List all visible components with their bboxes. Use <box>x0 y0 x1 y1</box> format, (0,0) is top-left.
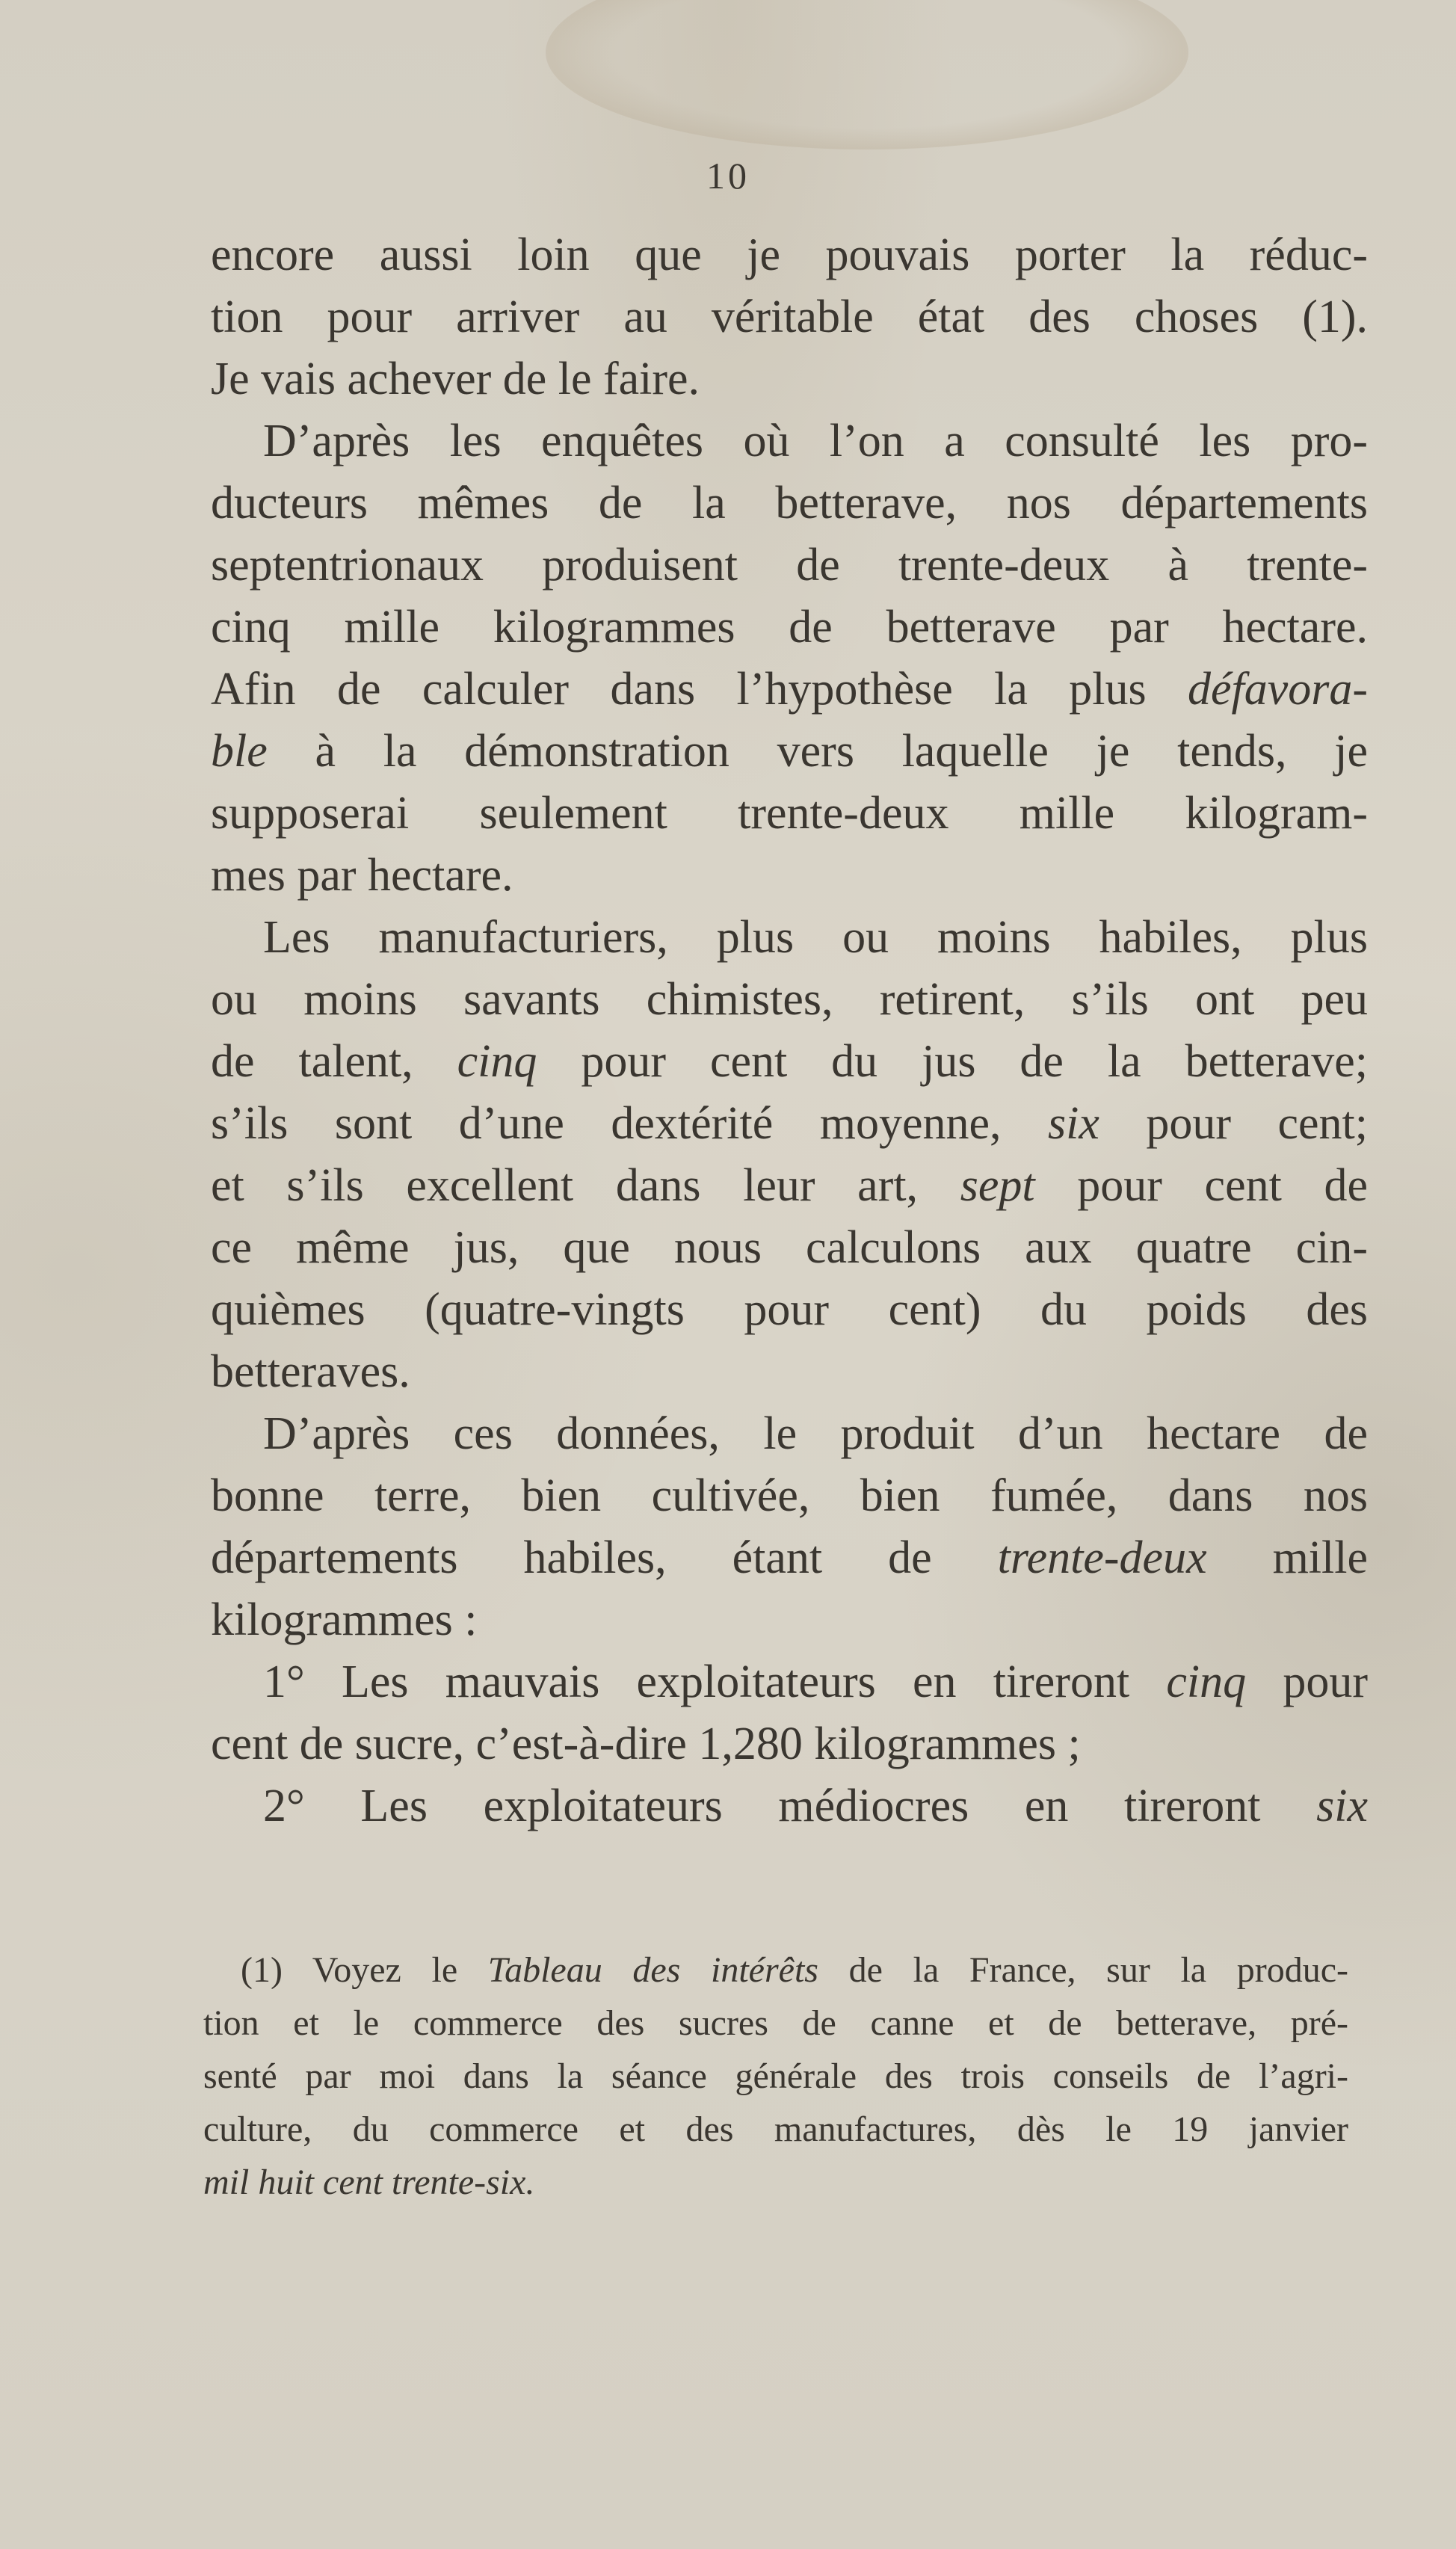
text-line: ou moins savants chimistes, retirent, s’ils ont peu <box>211 974 1368 1025</box>
body-text <box>211 224 1368 1837</box>
italic-text: mil huit cent trente-six. <box>203 2163 535 2202</box>
text-segment: de talent, <box>211 1036 413 1087</box>
text-line: D’après les enquêtes où l’on a consulté les pro- <box>263 416 1368 466</box>
text-line <box>211 1093 1368 1155</box>
page-number: 10 <box>706 155 750 197</box>
text-line: cinq mille kilogrammes de betterave par hectare. <box>211 602 1368 653</box>
text-line: supposerai seulement trente-deux mille kilogram- <box>211 788 1368 839</box>
text-segment: pour cent de <box>1077 1160 1368 1211</box>
text-line <box>211 721 1368 783</box>
text-line: Je vais achever de le faire. <box>211 354 700 404</box>
text-line: Les manufacturiers, plus ou moins habiles, plus <box>263 912 1368 963</box>
paragraph-4 <box>211 1403 1368 1651</box>
footnote-line <box>203 2156 1348 2209</box>
italic-text: six <box>1048 1098 1099 1149</box>
italic-text: Tableau des intérêts <box>487 1950 818 1990</box>
text-line <box>211 1031 1368 1093</box>
paragraph-2 <box>211 410 1368 907</box>
italic-text: cinq <box>457 1036 537 1087</box>
text-segment: à la démonstration vers laquelle je tends, je <box>315 726 1368 777</box>
text-line: D’après ces données, le produit d’un hectare de <box>263 1408 1368 1459</box>
paragraph-3 <box>211 907 1368 1403</box>
italic-text: sept <box>960 1160 1035 1211</box>
text-line: kilogrammes : <box>211 1594 478 1645</box>
text-segment: 2° Les exploitateurs médiocres en tireront <box>263 1781 1261 1831</box>
text-line: betteraves. <box>211 1346 410 1397</box>
footnote <box>203 1944 1348 2209</box>
italic-text: ble <box>211 726 268 777</box>
text-line: quièmes (quatre-vingts pour cent) du poids des <box>211 1284 1368 1335</box>
text-line <box>211 659 1368 721</box>
text-segment: s’ils sont d’une dextérité moyenne, <box>211 1098 1002 1149</box>
text-line: cent de sucre, c’est-à-dire 1,280 kilogrammes ; <box>211 1719 1081 1769</box>
text-segment: mille <box>1272 1532 1368 1583</box>
text-line: septentrionaux produisent de trente-deux à trente- <box>211 540 1368 591</box>
italic-text: six <box>1316 1781 1368 1831</box>
text-segment: 1° Les mauvais exploitateurs en tireront <box>263 1656 1130 1707</box>
text-line <box>211 1775 1368 1837</box>
text-segment: pour cent du jus de la betterave; <box>581 1036 1368 1087</box>
text-segment: (1) Voyez le <box>241 1950 458 1990</box>
text-line: bonne terre, bien cultivée, bien fumée, dans nos <box>211 1470 1368 1521</box>
text-segment: pour <box>1283 1656 1368 1707</box>
paper-stain <box>546 0 1188 150</box>
text-line <box>211 1155 1368 1217</box>
footnote-line <box>203 1944 1348 1997</box>
text-line: tion pour arriver au véritable état des choses (1). <box>211 292 1368 342</box>
footnote-line: culture, du commerce et des manufactures, dès le 19 janvier <box>203 2109 1348 2149</box>
text-segment: départements habiles, étant de <box>211 1532 932 1583</box>
paragraph-1 <box>211 224 1368 410</box>
paragraph-5 <box>211 1651 1368 1775</box>
text-line: mes par hectare. <box>211 850 513 901</box>
text-segment: et s’ils excellent dans leur art, <box>211 1160 919 1211</box>
text-segment: pour cent; <box>1146 1098 1369 1149</box>
text-line: encore aussi loin que je pouvais porter la réduc- <box>211 229 1368 280</box>
text-line <box>211 1651 1368 1713</box>
italic-text: défavora- <box>1187 664 1369 715</box>
text-segment: de la France, sur la produc- <box>848 1950 1349 1990</box>
text-segment: Afin de calculer dans l’hypothèse la plus <box>211 664 1147 715</box>
footnote-line: tion et le commerce des sucres de canne et de betterave, pré- <box>203 2003 1348 2043</box>
footnote-line: senté par moi dans la séance générale des trois conseils de l’agri- <box>203 2056 1348 2096</box>
paragraph-6 <box>211 1775 1368 1837</box>
text-line: ce même jus, que nous calculons aux quatre cin- <box>211 1222 1368 1273</box>
text-line <box>211 1527 1368 1589</box>
italic-text: trente-deux <box>997 1532 1207 1583</box>
italic-text: cinq <box>1166 1656 1247 1707</box>
text-line: ducteurs mêmes de la betterave, nos départements <box>211 478 1368 528</box>
